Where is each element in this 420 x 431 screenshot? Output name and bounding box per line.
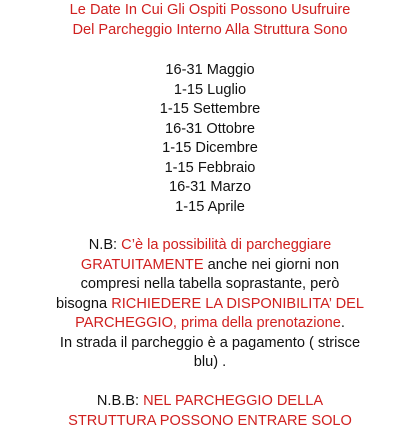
date-item: 1-15 Aprile	[0, 198, 420, 218]
note2-line-2: STRUTTURA POSSONO ENTRARE SOLO	[10, 412, 410, 431]
note-line-6: In strada il parcheggio è a pagamento ( strisce	[20, 334, 400, 354]
note-line-7: blu) .	[20, 353, 400, 373]
date-item: 1-15 Settembre	[0, 100, 420, 120]
note-line-5	[20, 314, 400, 334]
date-item: 1-15 Dicembre	[0, 139, 420, 159]
date-item: 1-15 Febbraio	[0, 159, 420, 179]
note-text-5: .	[341, 315, 345, 331]
note-line-3: compresi nella tabella soprastante, però	[20, 275, 400, 295]
date-item: 16-31 Ottobre	[0, 120, 420, 140]
note2-prefix: N.B.B:	[97, 393, 143, 409]
note2-highlight-1: NEL PARCHEGGIO DELLA	[143, 393, 323, 409]
note2-line-1	[10, 392, 410, 412]
note-highlight-5: PARCHEGGIO, prima della prenotazione	[75, 315, 341, 331]
date-item: 16-31 Maggio	[0, 61, 420, 81]
date-item: 1-15 Luglio	[0, 81, 420, 101]
note-nbb	[10, 392, 410, 431]
dates-list	[0, 61, 420, 217]
note-text-2: anche nei giorni non	[204, 257, 340, 273]
note-highlight-1: C’è la possibilità di parcheggiare	[121, 237, 331, 253]
note-prefix: N.B:	[89, 237, 121, 253]
date-item: 16-31 Marzo	[0, 178, 420, 198]
note-text-4: bisogna	[56, 296, 111, 312]
header-line-1: Le Date In Cui Gli Ospiti Possono Usufruire	[0, 1, 420, 21]
note-nb	[20, 236, 400, 373]
note-highlight-2: GRATUITAMENTE	[81, 257, 204, 273]
header-title	[0, 1, 420, 40]
note-highlight-4: RICHIEDERE LA DISPONIBILITA’ DEL	[111, 296, 364, 312]
note-line-2	[20, 256, 400, 276]
header-line-2: Del Parcheggio Interno Alla Struttura Sono	[0, 21, 420, 41]
note-line-4	[20, 295, 400, 315]
note-line-1	[20, 236, 400, 256]
